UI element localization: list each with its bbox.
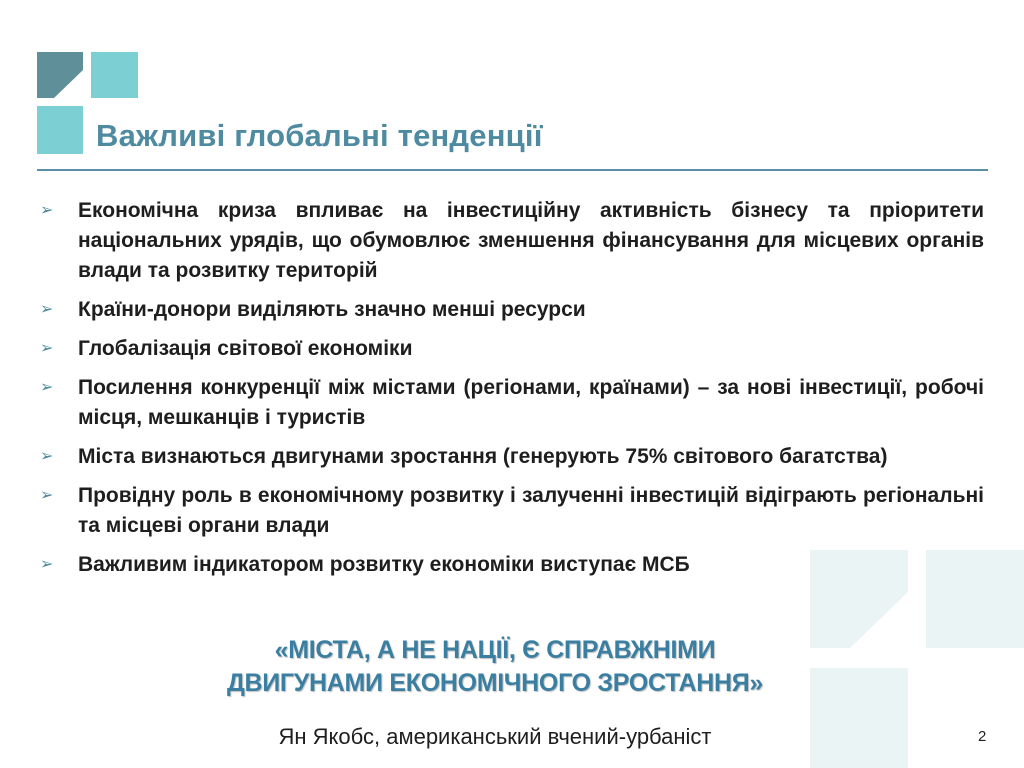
arrow-bullet-icon: ➢: [40, 487, 54, 504]
list-item: [40, 550, 984, 580]
bullet-list: [40, 196, 984, 589]
title-divider: [37, 169, 988, 171]
arrow-bullet-icon: ➢: [40, 379, 54, 396]
arrow-bullet-icon: ➢: [40, 340, 54, 357]
arrow-bullet-icon: ➢: [40, 202, 54, 219]
bullet-text: Економічна криза впливає на інвестиційну активність бізнесу та пріоритети національних урядів, що обумовлює зменшення фінансування для місцевих органів влади та розвитку територій: [78, 199, 984, 282]
list-item: [40, 373, 984, 433]
bullet-text: Країни-донори виділяють значно менші ресурси: [78, 298, 586, 321]
page-number: 2: [978, 728, 987, 745]
quote-block: [100, 634, 890, 700]
quote-line-1: «МІСТА, А НЕ НАЦІЇ, Є СПРАВЖНІМИ: [274, 636, 716, 664]
list-item: [40, 295, 984, 325]
list-item: [40, 196, 984, 286]
bullet-text: Важливим індикатором розвитку економіки виступає МСБ: [78, 553, 690, 576]
bullet-text: Міста визнаються двигунами зростання (генерують 75% світового багатства): [78, 445, 888, 468]
arrow-bullet-icon: ➢: [40, 556, 54, 573]
quote-author: Ян Якобс, американський вчений-урбаніст: [278, 724, 712, 749]
list-item: [40, 481, 984, 541]
bullet-text: Глобалізація світової економіки: [78, 337, 413, 360]
list-item: [40, 442, 984, 472]
arrow-bullet-icon: ➢: [40, 448, 54, 465]
bullet-text: Провідну роль в економічному розвитку і залученні інвестицій відіграють регіональні та місцеві органи влади: [78, 484, 984, 537]
list-item: [40, 334, 984, 364]
slide-title: Важливі глобальні тенденції: [96, 118, 543, 153]
bullet-text: Посилення конкуренції між містами (регіонами, країнами) – за нові інвестиції, робочі місця, мешканців і туристів: [78, 376, 984, 429]
arrow-bullet-icon: ➢: [40, 301, 54, 318]
quote-line-2: ДВИГУНАМИ ЕКОНОМІЧНОГО ЗРОСТАННЯ»: [226, 669, 764, 697]
